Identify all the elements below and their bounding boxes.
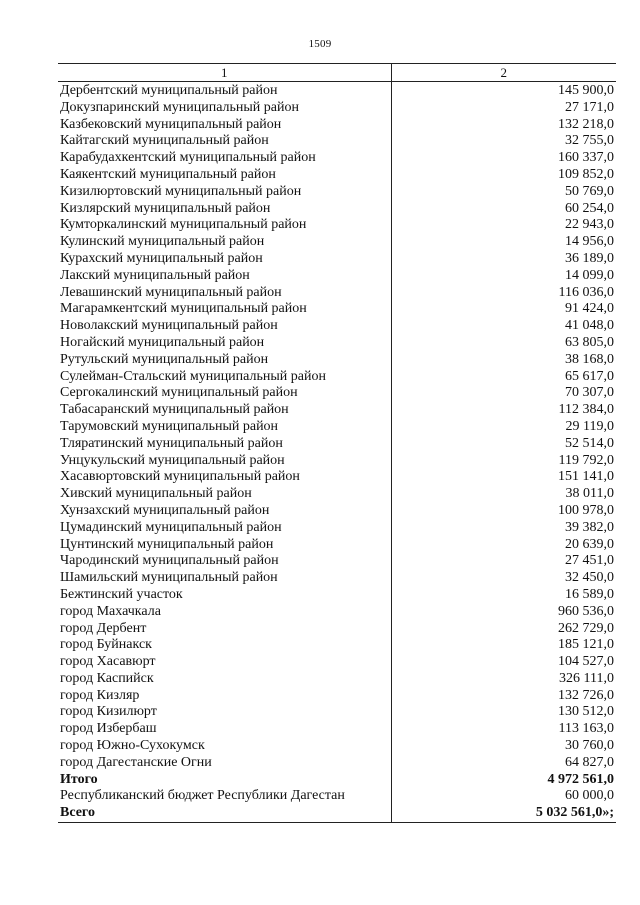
row-name-cell: Хасавюртовский муниципальный район xyxy=(58,469,391,486)
row-value-cell: 91 424,0 xyxy=(565,301,614,317)
table-row xyxy=(58,117,616,134)
row-value-cell: 60 000,0 xyxy=(565,788,614,804)
table-row xyxy=(58,100,616,117)
table-row xyxy=(58,234,616,251)
row-name-cell: Итого xyxy=(58,772,391,789)
table-row xyxy=(58,520,616,537)
table-row xyxy=(58,453,616,470)
row-value-cell: 20 639,0 xyxy=(565,536,614,552)
table-row xyxy=(58,251,616,268)
table-row xyxy=(58,738,616,755)
column-header-1: 1 xyxy=(58,64,391,82)
row-name-cell: Всего xyxy=(58,805,391,822)
row-name-cell: Лакский муниципальный район xyxy=(58,268,391,285)
row-value-cell: 63 805,0 xyxy=(565,334,614,350)
row-name-cell: Каякентский муниципальный район xyxy=(58,167,391,184)
row-name-cell: Хивский муниципальный район xyxy=(58,486,391,503)
row-name-cell: город Южно-Сухокумск xyxy=(58,738,391,755)
row-value-cell: 39 382,0 xyxy=(565,519,614,535)
table-row xyxy=(58,385,616,402)
table-row xyxy=(58,469,616,486)
row-value-cell: 41 048,0 xyxy=(565,318,614,334)
row-name-cell: Казбековский муниципальный район xyxy=(58,117,391,134)
table-row xyxy=(58,503,616,520)
row-value-cell: 30 760,0 xyxy=(565,738,614,754)
row-name-cell: Новолакский муниципальный район xyxy=(58,318,391,335)
table-row xyxy=(58,537,616,554)
row-name-cell: Тляратинский муниципальный район xyxy=(58,436,391,453)
row-name-cell: город Кизилюрт xyxy=(58,704,391,721)
row-name-cell: Унцукульский муниципальный район xyxy=(58,453,391,470)
row-value-cell: 70 307,0 xyxy=(565,385,614,401)
row-name-cell: Курахский муниципальный район xyxy=(58,251,391,268)
row-name-cell: Цумадинский муниципальный район xyxy=(58,520,391,537)
row-name-cell: Хунзахский муниципальный район xyxy=(58,503,391,520)
table-row xyxy=(58,402,616,419)
row-name-cell: Докузпаринский муниципальный район xyxy=(58,100,391,117)
table-row xyxy=(58,217,616,234)
table-row xyxy=(58,285,616,302)
row-value-cell: 151 141,0 xyxy=(558,469,614,485)
row-value-cell: 16 589,0 xyxy=(565,586,614,602)
row-name-cell: Кизилюртовский муниципальный район xyxy=(58,184,391,201)
row-name-cell: Сергокалинский муниципальный район xyxy=(58,385,391,402)
table-row xyxy=(58,637,616,654)
table-row xyxy=(58,82,616,100)
row-value-cell: 5 032 561,0»; xyxy=(391,805,616,822)
row-name-cell: Рутульский муниципальный район xyxy=(58,352,391,369)
table-row xyxy=(58,335,616,352)
table-row xyxy=(58,805,616,822)
table-row xyxy=(58,301,616,318)
table-row xyxy=(58,570,616,587)
row-name-cell: Табасаранский муниципальный район xyxy=(58,402,391,419)
row-value-cell: 38 011,0 xyxy=(565,486,614,502)
row-name-cell: Магарамкентский муниципальный район xyxy=(58,301,391,318)
row-value-cell: 112 384,0 xyxy=(558,402,614,418)
row-value-cell: 22 943,0 xyxy=(565,217,614,233)
table-row xyxy=(58,755,616,772)
row-value-cell: 132 218,0 xyxy=(558,116,614,132)
row-name-cell: Кайтагский муниципальный район xyxy=(58,133,391,150)
row-name-cell: Сулейман-Стальский муниципальный район xyxy=(58,369,391,386)
row-name-cell: Левашинский муниципальный район xyxy=(58,285,391,302)
row-value-cell: 100 978,0 xyxy=(558,502,614,518)
table-row xyxy=(58,352,616,369)
table-header-row xyxy=(58,64,616,82)
row-value-cell: 27 451,0 xyxy=(565,553,614,569)
row-value-cell: 960 536,0 xyxy=(558,603,614,619)
row-name-cell: Кумторкалинский муниципальный район xyxy=(58,217,391,234)
row-value-cell: 52 514,0 xyxy=(565,435,614,451)
row-name-cell: Дербентский муниципальный район xyxy=(58,82,391,100)
table-row xyxy=(58,553,616,570)
table-row xyxy=(58,133,616,150)
row-name-cell: город Дагестанские Огни xyxy=(58,755,391,772)
row-name-cell: Карабудахкентский муниципальный район xyxy=(58,150,391,167)
table-row xyxy=(58,318,616,335)
row-value-cell: 50 769,0 xyxy=(565,183,614,199)
row-value-cell: 109 852,0 xyxy=(558,166,614,182)
row-value-cell: 185 121,0 xyxy=(558,637,614,653)
table-row xyxy=(58,654,616,671)
row-name-cell: Кизлярский муниципальный район xyxy=(58,201,391,218)
table-row xyxy=(58,268,616,285)
table-row xyxy=(58,167,616,184)
row-value-cell: 132 726,0 xyxy=(558,687,614,703)
row-name-cell: город Махачкала xyxy=(58,604,391,621)
row-value-cell: 145 900,0 xyxy=(558,83,614,98)
row-value-cell: 262 729,0 xyxy=(558,620,614,636)
row-name-cell: город Избербаш xyxy=(58,721,391,738)
table-row xyxy=(58,184,616,201)
row-value-cell: 36 189,0 xyxy=(565,250,614,266)
row-name-cell: город Каспийск xyxy=(58,671,391,688)
row-value-cell: 119 792,0 xyxy=(558,452,614,468)
budget-table xyxy=(58,63,616,823)
row-name-cell: Кулинский муниципальный район xyxy=(58,234,391,251)
row-value-cell: 14 956,0 xyxy=(565,234,614,250)
table-row xyxy=(58,419,616,436)
table-row xyxy=(58,688,616,705)
row-name-cell: город Хасавюрт xyxy=(58,654,391,671)
table-row xyxy=(58,587,616,604)
row-name-cell: Шамильский муниципальный район xyxy=(58,570,391,587)
row-name-cell: Ногайский муниципальный район xyxy=(58,335,391,352)
table-row xyxy=(58,436,616,453)
table-body xyxy=(58,82,616,823)
row-name-cell: город Дербент xyxy=(58,621,391,638)
table-row xyxy=(58,788,616,805)
row-value-cell: 32 450,0 xyxy=(565,570,614,586)
row-value-cell: 113 163,0 xyxy=(558,721,614,737)
row-value-cell: 326 111,0 xyxy=(559,670,614,686)
table-row xyxy=(58,621,616,638)
row-value-cell: 14 099,0 xyxy=(565,267,614,283)
row-name-cell: Тарумовский муниципальный район xyxy=(58,419,391,436)
row-value-cell: 32 755,0 xyxy=(565,133,614,149)
table-row xyxy=(58,150,616,167)
row-value-cell: 104 527,0 xyxy=(558,654,614,670)
row-value-cell: 65 617,0 xyxy=(565,368,614,384)
row-value-cell: 29 119,0 xyxy=(565,418,614,434)
row-value-cell: 60 254,0 xyxy=(565,200,614,216)
row-name-cell: город Буйнакск xyxy=(58,637,391,654)
table-row xyxy=(58,201,616,218)
row-value-cell: 130 512,0 xyxy=(558,704,614,720)
row-value-cell: 4 972 561,0 xyxy=(547,771,614,787)
row-name-cell: Бежтинский участок xyxy=(58,587,391,604)
table-row xyxy=(58,604,616,621)
row-value-cell: 64 827,0 xyxy=(565,754,614,770)
page-number: 1509 xyxy=(308,38,332,50)
row-value-cell: 27 171,0 xyxy=(565,99,614,115)
table-row xyxy=(58,772,616,789)
table-row xyxy=(58,671,616,688)
column-header-2: 2 xyxy=(391,64,616,82)
row-value-cell: 38 168,0 xyxy=(565,351,614,367)
row-name-cell: Цунтинский муниципальный район xyxy=(58,537,391,554)
row-value-cell: 160 337,0 xyxy=(558,150,614,166)
row-name-cell: Республиканский бюджет Республики Дагестан xyxy=(58,788,391,805)
table-row xyxy=(58,486,616,503)
row-name-cell: город Кизляр xyxy=(58,688,391,705)
table-row xyxy=(58,369,616,386)
table-row xyxy=(58,704,616,721)
table-row xyxy=(58,721,616,738)
row-value-cell: 116 036,0 xyxy=(558,284,614,300)
row-name-cell: Чародинский муниципальный район xyxy=(58,553,391,570)
